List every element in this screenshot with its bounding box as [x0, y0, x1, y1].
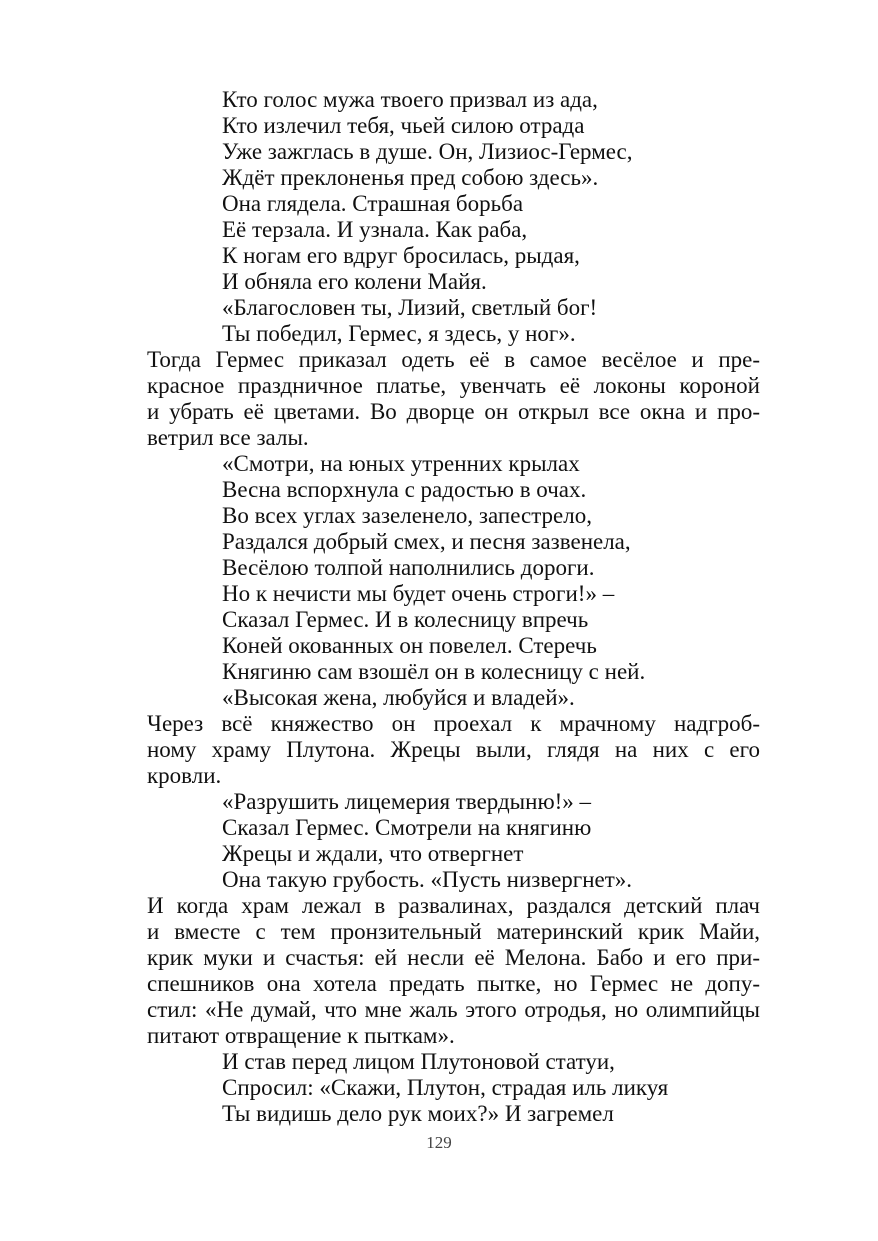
verse-line: Сказал Гермес. Смотрели на княгиню [222, 815, 592, 840]
verse-line: Ты победил, Гермес, я здесь, у ног». [222, 321, 576, 346]
verse-line: Раздался добрый смех, и песня зазвенела, [222, 529, 631, 554]
verse-line: И став перед лицом Плутоновой статуи, [222, 1049, 615, 1074]
verse-line: Ты видишь дело рук моих?» И загремел [222, 1101, 614, 1126]
verse-line: Кто излечил тебя, чьей силою отрада [222, 113, 585, 138]
verse-line: Но к нечисти мы будет очень строги!» – [222, 581, 615, 606]
verse-line: «Смотри, на юных утренних крылах [222, 451, 580, 476]
verse-line: Во всех углах зазеленело, запестрело, [222, 503, 592, 528]
verse-line: «Разрушить лицемерия твердыню!» – [222, 789, 592, 814]
verse-line: Спросил: «Скажи, Плутон, страдая иль ликуя [222, 1075, 669, 1100]
verse-line: Весна вспорхнула с радостью в очах. [222, 477, 587, 502]
prose-line: стил: «Не думай, что мне жаль этого отродья, но олимпийцы [147, 997, 760, 1022]
verse-line: Княгиню сам взошёл он в колесницу с ней. [222, 659, 646, 684]
verse-line: Весёлою толпой наполнились дороги. [222, 555, 595, 580]
verse-line: Коней окованных он повелел. Стеречь [222, 633, 597, 658]
prose-line: и вместе с тем пронзительный материнский крик Майи, [147, 919, 760, 944]
prose-line: и убрать её цветами. Во дворце он открыл все окна и про- [147, 399, 760, 424]
prose-line: кровли. [147, 763, 222, 788]
page-number: 129 [426, 1133, 452, 1152]
verse-line: Жрецы и ждали, что отвергнет [222, 841, 524, 866]
verse-line: Её терзала. И узнала. Как раба, [222, 217, 528, 242]
verse-line: И обняла его колени Майя. [222, 269, 487, 294]
prose-line: Через всё княжество он проехал к мрачному надгроб- [147, 711, 760, 736]
prose-line: питают отвращение к пыткам». [147, 1023, 455, 1048]
prose-line: спешников она хотела предать пытке, но Гермес не допу- [147, 971, 760, 996]
verse-line: «Благословен ты, Лизий, светлый бог! [222, 295, 598, 320]
verse-line: Она такую грубость. «Пусть низвергнет». [222, 867, 633, 892]
prose-line: ному храму Плутона. Жрецы выли, глядя на них с его [147, 737, 760, 762]
prose-line: И когда храм лежал в развалинах, раздался детский плач [147, 893, 760, 918]
verse-line: Сказал Гермес. И в колесницу впречь [222, 607, 589, 632]
verse-line: Ждёт преклоненья пред собою здесь». [222, 165, 599, 190]
prose-line: крик муки и счастья: ей несли её Мелона. Бабо и его при- [147, 945, 760, 970]
page-text [147, 87, 760, 1127]
prose-line: красное праздничное платье, увенчать её локоны короной [147, 373, 760, 398]
verse-line: Кто голос мужа твоего призвал из ада, [222, 87, 598, 112]
verse-line: Она глядела. Страшная борьба [222, 191, 524, 216]
verse-line: Уже зажглась в душе. Он, Лизиос-Гермес, [222, 139, 633, 164]
prose-line: ветрил все залы. [147, 425, 309, 450]
verse-line: «Высокая жена, любуйся и владей». [222, 685, 575, 710]
verse-line: К ногам его вдруг бросилась, рыдая, [222, 243, 580, 268]
prose-line: Тогда Гермес приказал одеть её в самое весёлое и пре- [147, 347, 760, 372]
